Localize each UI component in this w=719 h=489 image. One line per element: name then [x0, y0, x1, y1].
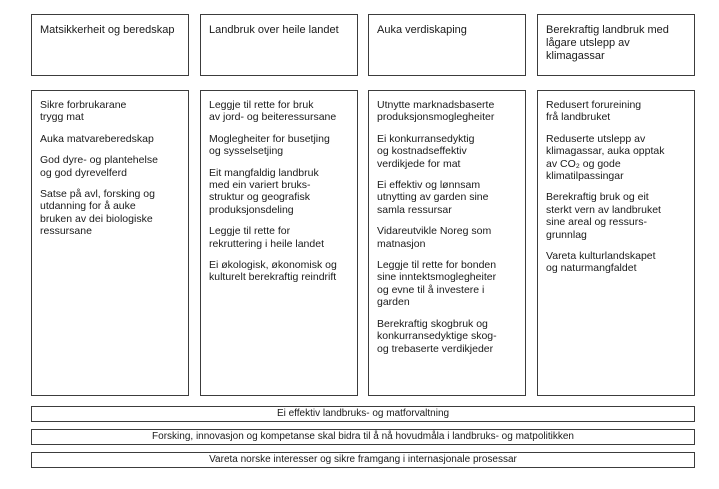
subgoal-item: Moglegheiter for busetjing og sysselsetjing [209, 132, 330, 158]
subgoal-item: Berekraftig skogbruk og konkurransedyktige skog- og trebaserte verdikjeder [377, 317, 497, 355]
goal-header-food-security [31, 14, 189, 76]
goal-header-label: Berekraftig landbruk med lågare utslepp av klimagassar [546, 24, 669, 62]
subgoal-item: Reduserte utslepp av klimagassar, auka opptak av CO₂ og gode klimatilpassingar [546, 132, 665, 183]
subgoal-item: Ei konkurransedyktig og kostnadseffektiv verdikjede for mat [377, 132, 475, 170]
subgoal-item: Sikre forbrukarane trygg mat [40, 99, 127, 124]
subgoals-value-creation [368, 90, 526, 396]
goal-header-sustainable-agriculture [537, 14, 695, 76]
goal-header-label: Auka verdiskaping [377, 24, 467, 36]
goal-header-value-creation [368, 14, 526, 76]
crosscutting-goal-label: Ei effektiv landbruks- og matforvaltning [276, 408, 450, 419]
subgoals-food-security [31, 90, 189, 396]
crosscutting-goal-administration [31, 406, 695, 422]
subgoal-item: Redusert forureining frå landbruket [546, 99, 642, 124]
goal-header-label: Matsikkerheit og beredskap [40, 24, 175, 36]
crosscutting-goal-label: Vareta norske interesser og sikre framgang i internasjonale prosessar [209, 454, 517, 465]
subgoal-item: Vidareutvikle Noreg som matnasjon [377, 225, 492, 250]
subgoal-item: Ei økologisk, økonomisk og kulturelt berekraftig reindrift [209, 259, 337, 284]
goal-header-label: Landbruk over heile landet [209, 24, 339, 36]
subgoal-item: Utnytte marknadsbaserte produksjonsmoglegheiter [377, 99, 495, 124]
subgoals-agriculture-nationwide [200, 90, 358, 396]
subgoal-item: Berekraftig bruk og eit sterkt vern av landbruket sine areal og ressurs- grunnlag [546, 191, 661, 241]
subgoal-item: Auka matvareberedskap [40, 132, 154, 145]
subgoal-item: Ei effektiv og lønnsam utnytting av garden sine samla ressursar [377, 179, 489, 216]
subgoal-item: Vareta kulturlandskapet og naturmangfaldet [546, 250, 656, 275]
goal-header-agriculture-nationwide [200, 14, 358, 76]
subgoal-item: Leggje til rette for rekruttering i heile landet [209, 225, 324, 250]
subgoal-item: God dyre- og plantehelse og god dyrevelferd [40, 154, 158, 179]
subgoal-item: Leggje til rette for bonden sine inntektsmoglegheiter og evne til å investere i garden [377, 259, 497, 309]
crosscutting-goal-label: Forsking, innovasjon og kompetanse skal bidra til å nå hovudmåla i landbruks- og matpolitikken [152, 431, 574, 442]
subgoal-item: Eit mangfaldig landbruk med ein variert bruks- struktur og geografisk produksjonsdeling [209, 166, 319, 216]
subgoals-sustainable-agriculture [537, 90, 695, 396]
crosscutting-goal-research [31, 429, 695, 445]
subgoal-item: Satse på avl, forsking og utdanning for å auke bruken av dei biologiske ressursane [40, 188, 155, 238]
subgoal-item: Leggje til rette for bruk av jord- og beiteressursane [209, 99, 337, 124]
crosscutting-goal-international [31, 452, 695, 468]
